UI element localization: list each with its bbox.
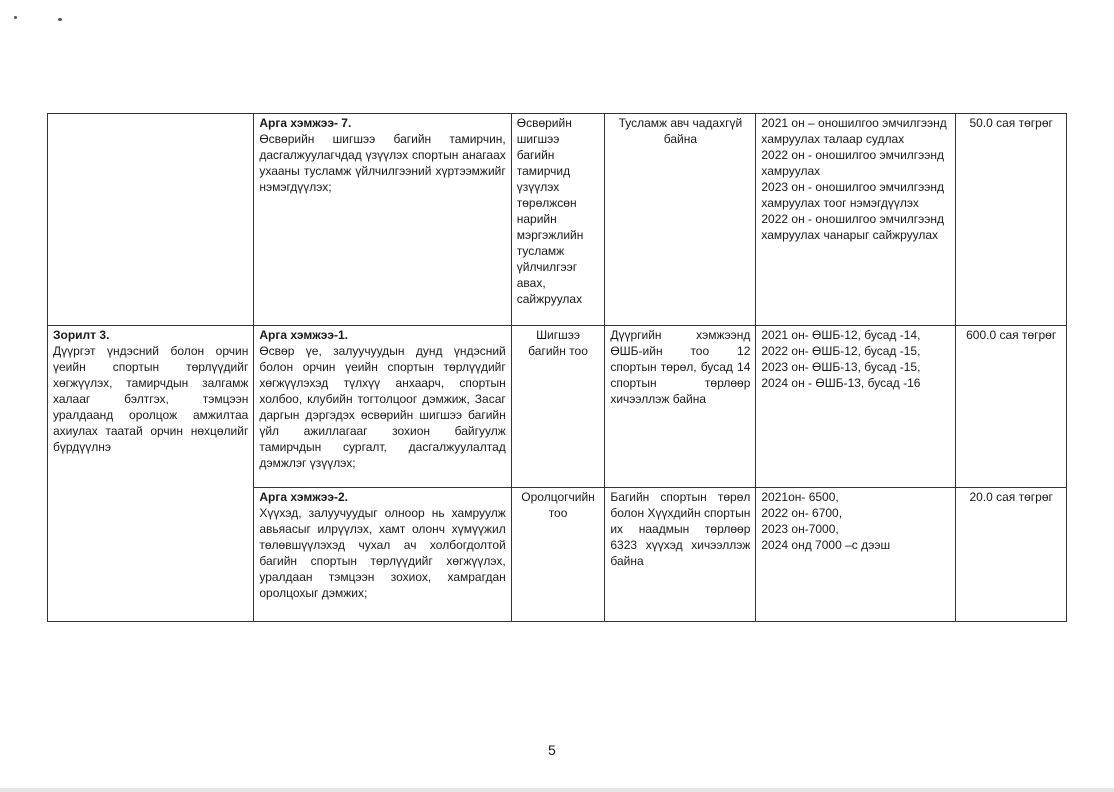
target-line: 2022 он - оношилгоо эмчилгээнд хамруулах	[761, 148, 945, 178]
action-title: Арга хэмжээ- 7.	[259, 116, 352, 130]
target-line: 2023 он-7000,	[761, 522, 839, 536]
indicator-text: Шигшээ багийн тоо	[528, 328, 588, 358]
baseline-cell	[605, 114, 756, 326]
scan-mark	[14, 16, 17, 19]
budget-cell	[956, 326, 1067, 488]
target-line: 2021 он- ӨШБ-12, бусад -14,	[761, 328, 921, 342]
indicator-cell	[511, 488, 605, 622]
target-line: 2021 он – оношилгоо эмчилгээнд хамруулах талаар судлах	[761, 116, 947, 146]
target-cell	[756, 326, 956, 488]
indicator-cell	[511, 114, 605, 326]
budget-cell	[956, 114, 1067, 326]
target-line: 2022 он- ӨШБ-12, бусад -15,	[761, 344, 921, 358]
target-line: 2023 он - оношилгоо эмчилгээнд хамруулах тоог нэмэгдүүлэх	[761, 180, 945, 210]
target-line: 2022 он- 6700,	[761, 506, 843, 520]
baseline-cell	[605, 326, 756, 488]
goal-cell	[48, 326, 254, 622]
target-cell	[756, 488, 956, 622]
indicator-text: Өсвөрийн шигшээ багийн тамирчид үзүүлэх төрөлжсөн нарийн мэргэжлийн тусламж үйлчилгээг авах, сайжруулах	[516, 116, 584, 306]
action-cell	[254, 488, 511, 622]
target-line: 2024 он - ӨШБ-13, бусад -16	[761, 376, 921, 390]
indicator-text: Оролцогчийн тоо	[521, 490, 595, 520]
goal-cell	[48, 114, 254, 326]
budget-cell	[956, 488, 1067, 622]
indicator-cell	[511, 326, 605, 488]
budget-text: 50.0 сая төгрөг	[969, 116, 1053, 130]
action-text: Өсвөрийн шигшээ багийн тамирчин, дасгалжуулагчдад үзүүлэх спортын анагаах ухааны тусламж үйлчилгээний хүртээмжийг нэмэгдүүлэх;	[259, 132, 506, 194]
scan-mark	[58, 18, 62, 21]
baseline-text: Багийн спортын төрөл болон Хүүхдийн спортын их наадмын төрлөөр 6323 хүүхэд хичээллэж байна	[610, 490, 751, 568]
goal-text: Дүүргэт үндэсний болон орчин үеийн спортын төрлүүдийг хөгжүүлэх, тамирчдын залгамж халааг бэлтгэх, тэмцээн уралдаанд оролцож амжилтаа ахиулах таатай орчин нөхцөлийг бүрдүүлнэ	[53, 344, 249, 454]
action-text: Өсвөр үе, залуучуудын дунд үндэсний болон орчин үеийн спортын төрлүүдийг хөгжүүлэхэд түлхүү анхаарч, спортын холбоо, клубийн тогтолцоог дэмжиж, Засаг даргын дэргэдэх өсвөрийн шигшээ багийн үйл ажиллагааг зохион байгуулж тамирчдын сургалт, дасгалжуулалтад дэмжлэг үзүүлэх;	[259, 344, 506, 470]
target-line: 2023 он- ӨШБ-13, бусад -15,	[761, 360, 921, 374]
target-line: 2022 он - оношилгоо эмчилгээнд хамруулах чанарыг сайжруулах	[761, 212, 945, 242]
action-cell	[254, 114, 511, 326]
action-title: Арга хэмжээ-1.	[259, 328, 348, 342]
baseline-text: Тусламж авч чадахгүй байна	[618, 116, 743, 146]
target-line: 2021он- 6500,	[761, 490, 839, 504]
action-title: Арга хэмжээ-2.	[259, 490, 348, 504]
target-line: 2024 онд 7000 –с дээш	[761, 538, 891, 552]
scan-edge	[0, 788, 1114, 792]
budget-text: 600.0 сая төгрөг	[966, 328, 1057, 342]
baseline-cell	[605, 488, 756, 622]
action-text: Хүүхэд, залуучуудыг олноор нь хамруулж авьяасыг илрүүлэх, хамт олонч хүмүүжил төлөвшүүлэхэд чухал ач холбогдолтой багийн спортын төрлүүдийг хөгжүүлэх, уралдаан тэмцээн зохиох, хамрагдан оролцохыг дэмжих;	[259, 506, 506, 600]
table-row	[48, 114, 1067, 326]
target-cell	[756, 114, 956, 326]
action-cell	[254, 326, 511, 488]
page-number: 5	[548, 742, 556, 758]
baseline-text: Дүүргийн хэмжээнд ӨШБ-ийн тоо 12 спортын төрөл, бусад 14 спортын төрлөөр хичээллэж байна	[610, 328, 751, 406]
table-row	[48, 326, 1067, 488]
goal-title: Зорилт 3.	[53, 328, 110, 342]
action-plan-table	[47, 113, 1067, 622]
budget-text: 20.0 сая төгрөг	[969, 490, 1053, 504]
